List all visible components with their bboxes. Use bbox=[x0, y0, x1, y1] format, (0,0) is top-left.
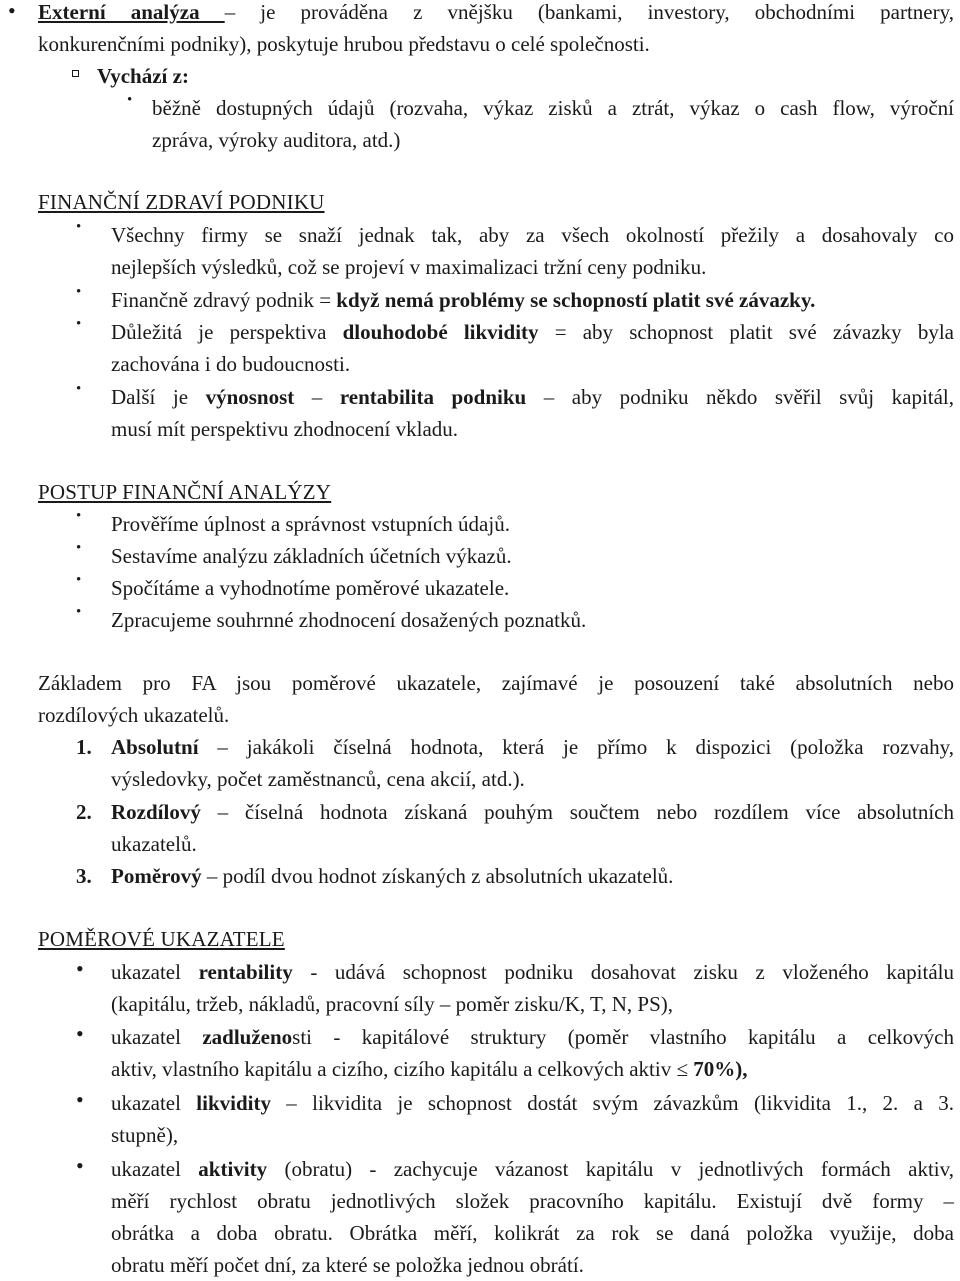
liquidity-line-1: ukazatel likvidity – likvidita je schopnost dostát svým závazkům (likvidita 1., 2. a 3. bbox=[111, 1091, 955, 1115]
health-item-4-line-1: Další je výnosnost – rentabilita podniku – aby podniku někdo svěřil svůj kapitál, bbox=[111, 385, 955, 409]
process-item: Spočítáme a vyhodnotíme poměrové ukazatele. bbox=[111, 576, 510, 600]
small-bullet-icon: • bbox=[76, 219, 82, 235]
rentability-line-1: ukazatel rentability - udává schopnost podniku dosahovat zisku z vloženého kapitálu bbox=[111, 960, 954, 984]
square-bullet-icon bbox=[72, 70, 79, 77]
health-item-4-line-2: musí mít perspektivu zhodnocení vkladu. bbox=[111, 417, 459, 441]
basis-paragraph-line-1: Základem pro FA jsou poměrové ukazatele, zajímavé je posouzení také absolutních nebo bbox=[38, 671, 954, 695]
health-item-1-line-2: nejlepších výsledků, což se projeví v maximalizaci tržní ceny podniku. bbox=[111, 255, 707, 279]
health-item-2: Finančně zdravý podnik = když nemá problémy se schopností platit své závazky. bbox=[111, 288, 816, 312]
absolute-line-2: výsledovky, počet zaměstnanců, cena akcií, atd.). bbox=[111, 767, 525, 791]
bullet-icon: • bbox=[8, 0, 16, 23]
section-heading-health: FINANČNÍ ZDRAVÍ PODNIKU bbox=[38, 190, 325, 214]
small-bullet-icon: • bbox=[76, 316, 82, 332]
external-analysis-label: Externí analýza bbox=[38, 0, 225, 24]
source-item-line-1: běžně dostupných údajů (rozvaha, výkaz zisků a ztrát, výkaz o cash flow, výroční bbox=[152, 96, 954, 120]
bullet-icon: • bbox=[76, 1153, 84, 1178]
small-bullet-icon: • bbox=[76, 604, 82, 620]
basis-paragraph-line-2: rozdílových ukazatelů. bbox=[38, 703, 230, 727]
small-bullet-icon: • bbox=[76, 284, 82, 300]
debt-line-2: aktiv, vlastního kapitálu a cizího, cizího kapitálu a celkových aktiv ≤ 70%), bbox=[111, 1057, 748, 1081]
health-item-1-line-1: Všechny firmy se snaží jednak tak, aby za všech okolností přežily a dosahovaly co bbox=[111, 223, 954, 247]
external-line-2: konkurenčními podniky), poskytuje hrubou představu o celé společnosti. bbox=[38, 32, 650, 56]
small-bullet-icon: • bbox=[76, 508, 82, 524]
section-heading-ratios: POMĚROVÉ UKAZATELE bbox=[38, 927, 285, 951]
list-number: 3. bbox=[76, 864, 92, 888]
ratio-line-1: Poměrový – podíl dvou hodnot získaných z absolutních ukazatelů. bbox=[111, 864, 674, 888]
list-number: 1. bbox=[76, 735, 92, 759]
health-item-3-line-1: Důležitá je perspektiva dlouhodobé likvidity = aby schopnost platit své závazky byla bbox=[111, 320, 954, 344]
process-item: Prověříme úplnost a správnost vstupních údajů. bbox=[111, 512, 510, 536]
activity-line-1: ukazatel aktivity (obratu) - zachycuje vázanost kapitálu v jednotlivých formách aktiv, bbox=[111, 1157, 955, 1181]
absolute-line-1: Absolutní – jakákoli číselná hodnota, která je přímo k dispozici (položka rozvahy, bbox=[111, 735, 954, 759]
activity-line-2: měří rychlost obratu jednotlivých složek pracovního kapitálu. Existují dvě formy – bbox=[111, 1189, 954, 1213]
bullet-icon: • bbox=[76, 1087, 84, 1112]
list-number: 2. bbox=[76, 800, 92, 824]
source-item-line-2: zpráva, výroky auditora, atd.) bbox=[152, 128, 401, 152]
section-heading-process: POSTUP FINANČNÍ ANALÝZY bbox=[38, 480, 332, 504]
activity-line-3: obrátka a doba obratu. Obrátka měří, kolikrát za rok se daná položka využije, doba bbox=[111, 1221, 954, 1245]
health-item-3-line-2: zachována i do budoucnosti. bbox=[111, 352, 351, 376]
activity-line-4: obratu měří počet dní, za které se položka jednou obrátí. bbox=[111, 1253, 584, 1277]
source-label: Vychází z: bbox=[97, 64, 189, 88]
rentability-line-2: (kapitálu, tržeb, nákladů, pracovní síly – poměr zisku/K, T, N, PS), bbox=[111, 992, 674, 1016]
process-item: Zpracujeme souhrnné zhodnocení dosažených poznatků. bbox=[111, 608, 587, 632]
process-item: Sestavíme analýzu základních účetních výkazů. bbox=[111, 544, 512, 568]
external-line-1: Externí analýza – je prováděna z vnějšku (bankami, investory, obchodními partnery, bbox=[38, 0, 954, 24]
bullet-icon: • bbox=[76, 1021, 84, 1046]
difference-line-1: Rozdílový – číselná hodnota získaná pouhým součtem nebo rozdílem více absolutních bbox=[111, 800, 954, 824]
bullet-icon: • bbox=[76, 956, 84, 981]
small-bullet-icon: • bbox=[76, 381, 82, 397]
debt-line-1: ukazatel zadluženosti - kapitálové struktury (poměr vlastního kapitálu a celkových bbox=[111, 1025, 955, 1049]
less-equal-symbol: ≤ bbox=[676, 1057, 688, 1081]
small-bullet-icon: • bbox=[76, 572, 82, 588]
liquidity-line-2: stupně), bbox=[111, 1123, 179, 1147]
small-bullet-icon: • bbox=[76, 540, 82, 556]
small-bullet-icon: • bbox=[127, 92, 133, 108]
difference-line-2: ukazatelů. bbox=[111, 832, 197, 856]
